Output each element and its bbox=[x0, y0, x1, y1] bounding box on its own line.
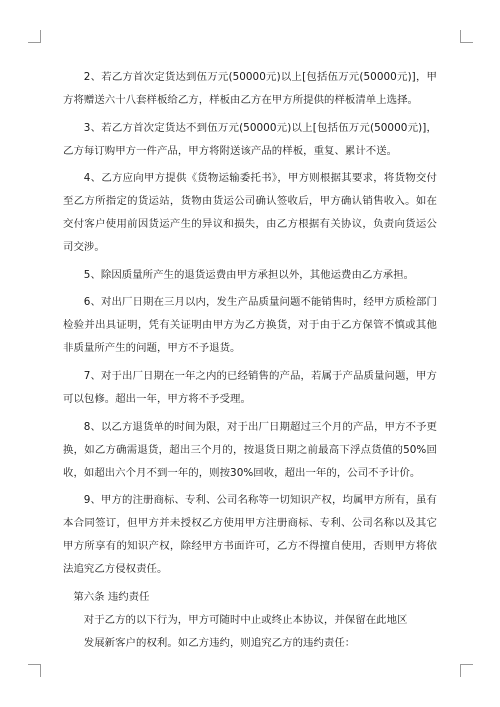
clause-5: 5、除因质量所产生的退货运费由甲方承担以外，其他运费由乙方承担。 bbox=[83, 268, 415, 281]
clause-4: 4、乙方应向甲方提供《货物运输委托书》，甲方则根据其要求，将货物交付至乙方所指定的货运站，货物由货运公司确认签收后，甲方确认销售收入。如在交付客户使用前因货运产生的异议和损失，由乙方根据有关协议，负责向货运公司交涉。 bbox=[63, 172, 437, 254]
closing-line-2: 发展新客户的权利。如乙方违约，则追究乙方的违约责任： bbox=[83, 636, 356, 649]
clause-8: 8、以乙方退货单的时间为限，对于出厂日期超过三个月的产品，甲方不予更换，如乙方确需退货，超出三个月的，按退货日期之前最高下浮点货值的50%回收，如超出六个月不到一年的，则按30%回收，超出一年的，公司不予计价。 bbox=[63, 420, 437, 479]
clause-6: 6、对出厂日期在三月以内，发生产品质量问题不能销售时，经甲方质检部门检验并出具证明，凭有关证明由甲方为乙方换货，对于由于乙方保管不慎或其他非质量所产生的问题，甲方不予退货。 bbox=[63, 296, 437, 355]
section-heading: 第六条 违约责任 bbox=[73, 590, 150, 603]
closing-line-1: 对于乙方的以下行为，甲方可随时中止或终止本协议，并保留在此地区 bbox=[83, 613, 408, 626]
crop-mark-top-left bbox=[28, 30, 41, 43]
crop-mark-bottom-left bbox=[28, 664, 41, 677]
clause-2: 2、若乙方首次定货达到伍万元(50000元)以上[包括伍万元(50000元)]，甲方将赠送六十八套样板给乙方，样板由乙方在甲方所提供的样板清单上选择。 bbox=[63, 71, 437, 106]
crop-mark-top-right bbox=[460, 30, 473, 43]
clause-9: 9、甲方的注册商标、专利、公司名称等一切知识产权，均属甲方所有，虽有本合同签订，但甲方并未授权乙方使用甲方注册商标、专利、公司名称以及其它甲方所享有的知识产权，除经甲方书面许可，乙方不得擅自使用，否则甲方将依法追究乙方侵权责任。 bbox=[63, 494, 437, 576]
clause-7: 7、对于出厂日期在一年之内的已经销售的产品，若属于产品质量问题，甲方可以包修。超出一年，甲方将不予受理。 bbox=[63, 369, 437, 405]
clause-3: 3、若乙方首次定货达不到伍万元(50000元)以上[包括伍万元(50000元)]，乙方每订购甲方一件产品，甲方将附送该产品的样板，重复、累计不送。 bbox=[63, 121, 437, 157]
document-body bbox=[63, 66, 437, 655]
crop-mark-bottom-right bbox=[460, 664, 473, 677]
